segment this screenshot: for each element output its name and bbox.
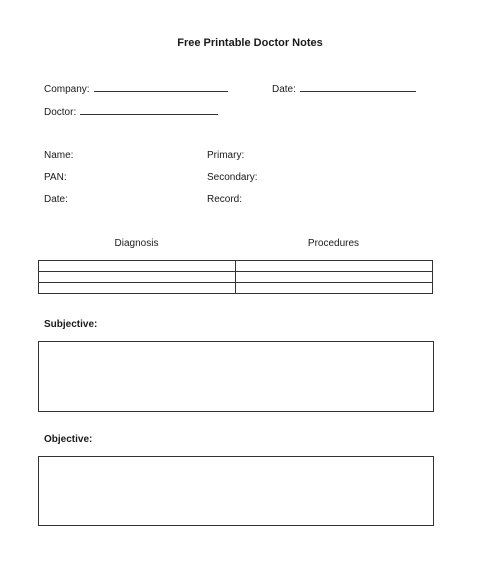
- objective-label: Objective:: [44, 434, 93, 445]
- record-label: Record:: [207, 194, 243, 205]
- procedures-cell[interactable]: [236, 261, 433, 272]
- table-row: [39, 261, 433, 272]
- header-date-field: [272, 82, 416, 95]
- procedures-cell[interactable]: [236, 272, 433, 283]
- doctor-label: Doctor:: [44, 107, 77, 118]
- diagnosis-heading: Diagnosis: [114, 238, 159, 249]
- company-input[interactable]: [94, 82, 228, 92]
- subjective-label: Subjective:: [44, 319, 98, 330]
- diagnosis-cell[interactable]: [39, 283, 236, 294]
- diagnosis-procedures-table: [38, 260, 433, 294]
- name-label: Name:: [44, 150, 74, 161]
- procedures-heading: Procedures: [307, 238, 360, 249]
- procedures-cell[interactable]: [236, 283, 433, 294]
- table-row: [39, 272, 433, 283]
- patient-date-label: Date:: [44, 194, 68, 205]
- doctor-field: [44, 105, 218, 118]
- diagnosis-cell[interactable]: [39, 272, 236, 283]
- secondary-label: Secondary:: [207, 172, 258, 183]
- doctor-input[interactable]: [80, 105, 218, 115]
- primary-label: Primary:: [207, 150, 245, 161]
- pan-label: PAN:: [44, 172, 67, 183]
- header-date-label: Date:: [272, 84, 296, 95]
- company-label: Company:: [44, 84, 90, 95]
- header-date-input[interactable]: [300, 82, 416, 92]
- company-field: [44, 82, 228, 95]
- diagnosis-cell[interactable]: [39, 261, 236, 272]
- objective-box[interactable]: [38, 456, 434, 526]
- page-title: Free Printable Doctor Notes: [177, 37, 323, 49]
- subjective-box[interactable]: [38, 341, 434, 412]
- table-row: [39, 283, 433, 294]
